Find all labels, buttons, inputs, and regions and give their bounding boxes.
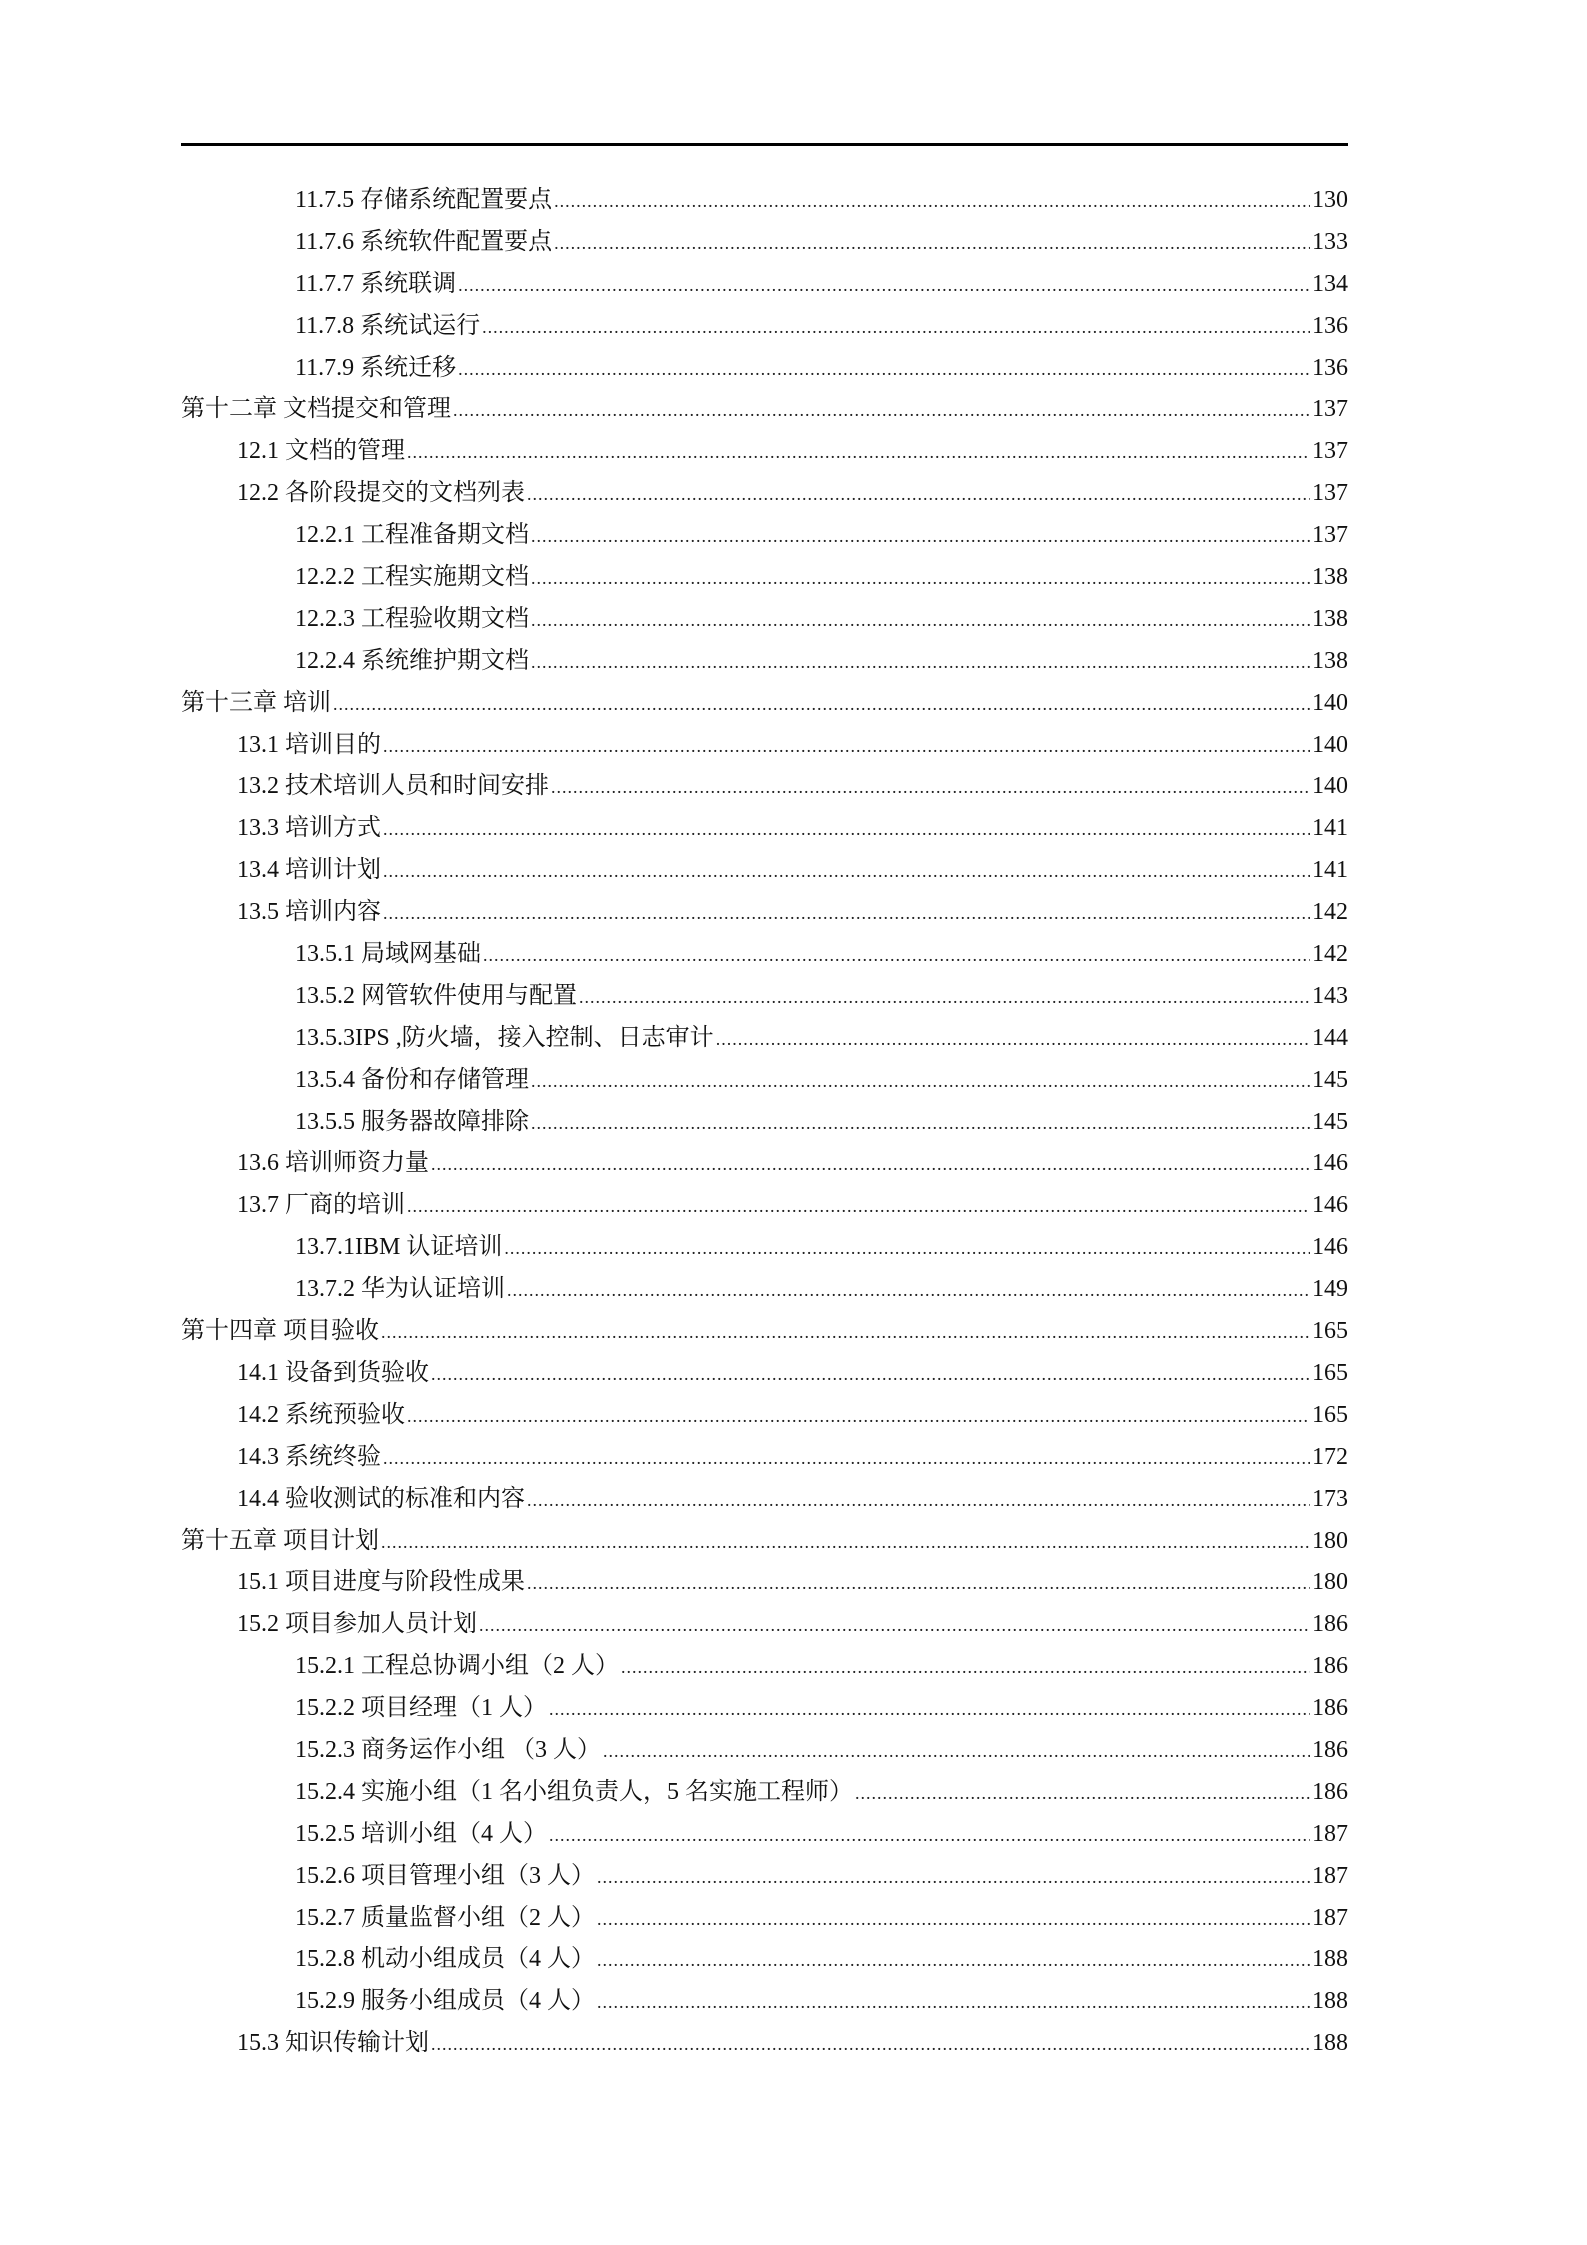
dot-leader xyxy=(407,432,1310,474)
dot-leader xyxy=(482,307,1310,349)
toc-entry-title: 13.5.3IPS ,防火墙，接入控制、日志审计 xyxy=(295,1024,714,1051)
toc-entry-title: 15.2.1 工程总协调小组（2 人） xyxy=(295,1653,619,1680)
toc-entry[interactable] xyxy=(181,1562,1348,1604)
toc-entry[interactable] xyxy=(181,180,1348,222)
toc-entry-page: 145 xyxy=(1312,1108,1348,1135)
toc-entry[interactable] xyxy=(181,850,1348,892)
toc-entry-title: 12.2.4 系统维护期文档 xyxy=(295,647,529,674)
dot-leader xyxy=(554,181,1310,223)
toc-entry[interactable] xyxy=(181,1898,1348,1940)
toc-entry-title: 12.2.1 工程准备期文档 xyxy=(295,522,529,549)
dot-leader xyxy=(431,2024,1310,2066)
toc-entry-title: 13.5.4 备份和存储管理 xyxy=(295,1066,529,1093)
dot-leader xyxy=(855,1773,1310,1815)
toc-entry-title: 15.2.4 实施小组（1 名小组负责人，5 名实施工程师） xyxy=(295,1778,853,1805)
toc-entry-page: 186 xyxy=(1312,1611,1348,1638)
dot-leader xyxy=(458,265,1310,307)
toc-entry-page: 165 xyxy=(1312,1318,1348,1345)
dot-leader xyxy=(527,1480,1310,1522)
toc-entry-page: 137 xyxy=(1312,522,1348,549)
dot-leader xyxy=(554,223,1310,265)
toc-entry-title: 13.1 培训目的 xyxy=(237,731,381,758)
toc-entry[interactable] xyxy=(181,1185,1348,1227)
toc-entry[interactable] xyxy=(181,264,1348,306)
dot-leader xyxy=(527,1563,1310,1605)
dot-leader xyxy=(504,1228,1310,1270)
dot-leader xyxy=(407,1186,1310,1228)
toc-entry-page: 138 xyxy=(1312,647,1348,674)
toc-entry[interactable] xyxy=(181,1018,1348,1060)
toc-entry-title: 15.2.8 机动小组成员（4 人） xyxy=(295,1946,595,1973)
dot-leader xyxy=(551,767,1310,809)
toc-entry[interactable] xyxy=(181,306,1348,348)
toc-entry-title: 11.7.9 系统迁移 xyxy=(295,354,457,381)
toc-entry-page: 134 xyxy=(1312,270,1348,297)
dot-leader xyxy=(431,1354,1310,1396)
dot-leader xyxy=(531,642,1310,684)
toc-entry[interactable] xyxy=(181,976,1348,1018)
dot-leader xyxy=(579,977,1310,1019)
toc-entry-page: 188 xyxy=(1312,1988,1348,2015)
toc-entry-title: 15.2 项目参加人员计划 xyxy=(237,1611,477,1638)
toc-entry-page: 165 xyxy=(1312,1401,1348,1428)
dot-leader xyxy=(531,1061,1310,1103)
dot-leader xyxy=(549,1689,1310,1731)
dot-leader xyxy=(597,1982,1310,2024)
toc-entry[interactable] xyxy=(181,599,1348,641)
toc-entry[interactable] xyxy=(181,473,1348,515)
toc-entry[interactable] xyxy=(181,1437,1348,1479)
toc-entry-title: 14.1 设备到货验收 xyxy=(237,1359,429,1386)
toc-entry-title: 11.7.7 系统联调 xyxy=(295,270,457,297)
dot-leader xyxy=(603,1731,1310,1773)
toc-entry[interactable] xyxy=(181,1646,1348,1688)
toc-entry[interactable] xyxy=(181,641,1348,683)
dot-leader xyxy=(531,516,1310,558)
dot-leader xyxy=(383,893,1310,935)
dot-leader xyxy=(381,1522,1310,1564)
toc-entry[interactable] xyxy=(181,1143,1348,1185)
toc-entry-page: 146 xyxy=(1312,1150,1348,1177)
toc-entry[interactable] xyxy=(181,1311,1348,1353)
toc-entry-page: 133 xyxy=(1312,228,1348,255)
toc-entry-title: 15.2.5 培训小组（4 人） xyxy=(295,1820,547,1847)
toc-entry[interactable] xyxy=(181,725,1348,767)
table-of-contents xyxy=(181,180,1348,2065)
toc-entry-page: 144 xyxy=(1312,1024,1348,1051)
toc-entry-title: 12.2.2 工程实施期文档 xyxy=(295,564,529,591)
toc-entry[interactable] xyxy=(181,892,1348,934)
toc-entry-title: 15.3 知识传输计划 xyxy=(237,2030,429,2057)
toc-entry[interactable] xyxy=(181,1939,1348,1981)
toc-entry-title: 15.1 项目进度与阶段性成果 xyxy=(237,1569,525,1596)
toc-entry-page: 186 xyxy=(1312,1778,1348,1805)
toc-entry-title: 15.2.2 项目经理（1 人） xyxy=(295,1695,547,1722)
toc-entry-title: 13.5.1 局域网基础 xyxy=(295,941,481,968)
toc-entry-page: 136 xyxy=(1312,354,1348,381)
toc-entry-title: 12.2 各阶段提交的文档列表 xyxy=(237,480,525,507)
dot-leader xyxy=(483,935,1310,977)
toc-entry-title: 13.3 培训方式 xyxy=(237,815,381,842)
toc-entry[interactable] xyxy=(181,1102,1348,1144)
toc-entry-title: 13.5.5 服务器故障排除 xyxy=(295,1108,529,1135)
toc-entry-title: 11.7.5 存储系统配置要点 xyxy=(295,187,553,213)
toc-entry-page: 186 xyxy=(1312,1695,1348,1722)
toc-entry-title: 14.3 系统终验 xyxy=(237,1443,381,1470)
toc-entry-title: 13.5.2 网管软件使用与配置 xyxy=(295,982,577,1009)
toc-entry[interactable] xyxy=(181,222,1348,264)
toc-entry-title: 12.1 文档的管理 xyxy=(237,438,405,465)
toc-entry[interactable] xyxy=(181,1604,1348,1646)
dot-leader xyxy=(531,600,1310,642)
toc-entry-title: 13.7 厂商的培训 xyxy=(237,1192,405,1219)
toc-entry[interactable] xyxy=(181,1981,1348,2023)
toc-entry[interactable] xyxy=(181,2023,1348,2065)
toc-entry-title: 13.5 培训内容 xyxy=(237,899,381,926)
dot-leader xyxy=(597,1857,1310,1899)
toc-entry-page: 140 xyxy=(1312,773,1348,800)
dot-leader xyxy=(383,809,1310,851)
toc-entry[interactable] xyxy=(181,1521,1348,1563)
toc-entry-page: 188 xyxy=(1312,1946,1348,1973)
toc-entry-title: 13.2 技术培训人员和时间安排 xyxy=(237,773,549,800)
toc-entry-page: 142 xyxy=(1312,941,1348,968)
toc-entry[interactable] xyxy=(181,389,1348,431)
toc-entry[interactable] xyxy=(181,1227,1348,1269)
dot-leader xyxy=(458,349,1310,391)
toc-entry-title: 第十二章 文档提交和管理 xyxy=(181,396,451,423)
toc-entry[interactable] xyxy=(181,557,1348,599)
toc-entry-title: 12.2.3 工程验收期文档 xyxy=(295,605,529,632)
toc-entry-title: 15.2.7 质量监督小组（2 人） xyxy=(295,1904,595,1931)
toc-entry-page: 187 xyxy=(1312,1862,1348,1889)
toc-entry[interactable] xyxy=(181,683,1348,725)
toc-entry[interactable] xyxy=(181,934,1348,976)
toc-entry-title: 14.4 验收测试的标准和内容 xyxy=(237,1485,525,1512)
toc-entry-title: 13.7.2 华为认证培训 xyxy=(295,1276,505,1303)
dot-leader xyxy=(431,1144,1310,1186)
toc-entry-page: 146 xyxy=(1312,1234,1348,1261)
toc-entry-page: 188 xyxy=(1312,2030,1348,2057)
toc-entry[interactable] xyxy=(181,1772,1348,1814)
toc-entry-page: 149 xyxy=(1312,1276,1348,1303)
dot-leader xyxy=(549,1815,1310,1857)
dot-leader xyxy=(453,390,1310,432)
toc-entry-title: 15.2.3 商务运作小组 （3 人） xyxy=(295,1736,601,1763)
dot-leader xyxy=(479,1605,1310,1647)
toc-entry-page: 136 xyxy=(1312,312,1348,339)
toc-entry-page: 140 xyxy=(1312,689,1348,716)
toc-entry-page: 141 xyxy=(1312,857,1348,884)
toc-entry-title: 第十五章 项目计划 xyxy=(181,1527,379,1554)
dot-leader xyxy=(621,1647,1310,1689)
toc-entry-page: 142 xyxy=(1312,899,1348,926)
toc-entry[interactable] xyxy=(181,1730,1348,1772)
dot-leader xyxy=(597,1899,1310,1941)
toc-entry[interactable] xyxy=(181,808,1348,850)
dot-leader xyxy=(507,1270,1310,1312)
toc-entry-page: 145 xyxy=(1312,1066,1348,1093)
toc-entry[interactable] xyxy=(181,1814,1348,1856)
dot-leader xyxy=(383,1438,1310,1480)
toc-entry[interactable] xyxy=(181,431,1348,473)
toc-entry-page: 138 xyxy=(1312,605,1348,632)
toc-entry-page: 137 xyxy=(1312,396,1348,423)
toc-entry[interactable] xyxy=(181,1395,1348,1437)
toc-entry-page: 137 xyxy=(1312,438,1348,465)
dot-leader xyxy=(407,1396,1310,1438)
toc-entry-page: 137 xyxy=(1312,480,1348,507)
toc-entry-title: 11.7.8 系统试运行 xyxy=(295,312,481,339)
toc-entry-title: 13.6 培训师资力量 xyxy=(237,1150,429,1177)
toc-entry-title: 13.7.1IBM 认证培训 xyxy=(295,1234,503,1261)
toc-entry-title: 第十四章 项目验收 xyxy=(181,1318,379,1345)
toc-entry-page: 173 xyxy=(1312,1485,1348,1512)
toc-entry[interactable] xyxy=(181,515,1348,557)
dot-leader xyxy=(383,726,1310,768)
toc-entry[interactable] xyxy=(181,1479,1348,1521)
toc-entry-page: 143 xyxy=(1312,982,1348,1009)
toc-entry[interactable] xyxy=(181,1688,1348,1730)
toc-entry[interactable] xyxy=(181,1856,1348,1898)
header-rule xyxy=(181,143,1348,146)
dot-leader xyxy=(531,558,1310,600)
dot-leader xyxy=(383,851,1310,893)
dot-leader xyxy=(531,1103,1310,1145)
toc-entry[interactable] xyxy=(181,348,1348,390)
toc-entry[interactable] xyxy=(181,1060,1348,1102)
toc-entry-title: 14.2 系统预验收 xyxy=(237,1401,405,1428)
toc-entry-page: 180 xyxy=(1312,1527,1348,1554)
toc-entry[interactable] xyxy=(181,1353,1348,1395)
toc-entry-title: 第十三章 培训 xyxy=(181,689,331,716)
toc-entry-page: 186 xyxy=(1312,1736,1348,1763)
toc-entry-title: 11.7.6 系统软件配置要点 xyxy=(295,228,553,255)
toc-entry-title: 15.2.9 服务小组成员（4 人） xyxy=(295,1988,595,2015)
toc-entry-page: 140 xyxy=(1312,731,1348,758)
toc-entry-title: 13.4 培训计划 xyxy=(237,857,381,884)
toc-entry-page: 172 xyxy=(1312,1443,1348,1470)
dot-leader xyxy=(716,1019,1310,1061)
toc-entry-page: 141 xyxy=(1312,815,1348,842)
toc-entry-page: 187 xyxy=(1312,1820,1348,1847)
toc-entry-page: 186 xyxy=(1312,1653,1348,1680)
toc-entry-page: 180 xyxy=(1312,1569,1348,1596)
dot-leader xyxy=(597,1940,1310,1982)
dot-leader xyxy=(381,1312,1310,1354)
dot-leader xyxy=(527,474,1310,516)
toc-entry[interactable] xyxy=(181,766,1348,808)
toc-entry-page: 138 xyxy=(1312,564,1348,591)
toc-entry-title: 15.2.6 项目管理小组（3 人） xyxy=(295,1862,595,1889)
dot-leader xyxy=(333,684,1310,726)
toc-entry-page: 187 xyxy=(1312,1904,1348,1931)
toc-entry[interactable] xyxy=(181,1269,1348,1311)
toc-entry-page: 130 xyxy=(1312,187,1348,213)
toc-entry-page: 146 xyxy=(1312,1192,1348,1219)
toc-entry-page: 165 xyxy=(1312,1359,1348,1386)
